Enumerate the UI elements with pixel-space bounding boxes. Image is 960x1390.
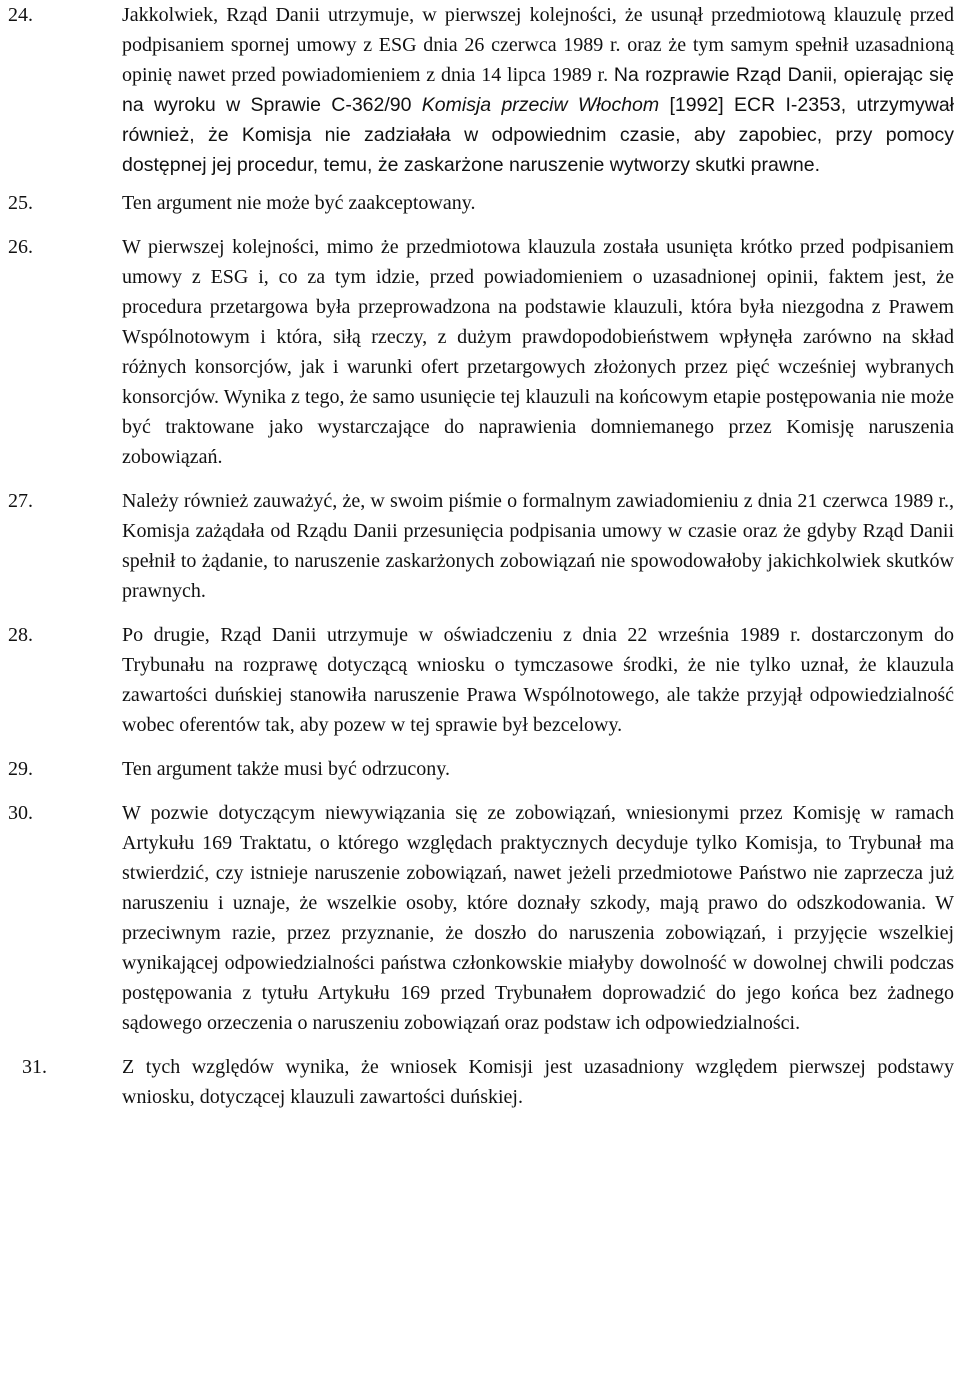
paragraph-31 (6, 1052, 954, 1112)
paragraph-number: 24. (8, 4, 33, 26)
paragraph-text: Po drugie, Rząd Danii utrzymuje w oświadczeniu z dnia 22 września 1989 r. dostarczonym do Trybunału na rozprawę dotyczącą wniosku o tymczasowe środki, że nie tylko uznał, że klauzula zawartości duńskiej stanowiła naruszenie Prawa Wspólnotowego, ale także przyjął odpowiedzialność wobec oferentów tak, aby pozew w tej sprawie był bezcelowy. (122, 624, 954, 736)
paragraph-text: W pozwie dotyczącym niewywiązania się ze zobowiązań, wniesionymi przez Komisję w ramach Artykułu 169 Traktatu, o którego względach praktycznych decyduje tylko Komisja, to Trybunał ma stwierdzić, czy istnieje naruszenie zobowiązań, nawet jeżeli przedmiotowe Państwo nie zaprzecza już naruszeniu i uznaje, że wszelkie osoby, które doznały szkody, mają prawo do odszkodowania. W przeciwnym razie, przez przyznanie, że doszło do naruszenia zobowiązań, i przyjęcie wszelkiej wynikającej odpowiedzialności państwa członkowskie miałyby dowolność w dowolnej chwili podczas postępowania z tytułu Artykułu 169 przed Trybunałem doprowadzić do jego końca bez żadnego sądowego orzeczenia o naruszeniu zobowiązań oraz podstaw ich odpowiedzialności. (122, 802, 954, 1034)
paragraph-text-part: Na rozprawie Rząd Danii, opierając się na wyroku w Sprawie C-362/90 (122, 64, 954, 116)
paragraph-number: 28. (8, 624, 33, 646)
case-name: Komisja przeciw Włochom (421, 94, 660, 116)
paragraph-text (122, 0, 954, 180)
paragraph-number: 29. (8, 758, 33, 780)
paragraph-29 (6, 754, 954, 784)
paragraph-text: Ten argument nie może być zaakceptowany. (122, 192, 476, 214)
paragraph-text: Należy również zauważyć, że, w swoim piśmie o formalnym zawiadomieniu z dnia 21 czerwca 1989 r., Komisja zażądała od Rządu Danii przesunięcia podpisania umowy w czasie oraz że gdyby Rząd Danii spełnił to żądanie, to naruszenie zaskarżonych zobowiązań nie spowodowałoby jakichkolwiek skutków prawnych. (122, 490, 954, 602)
paragraph-28 (6, 620, 954, 740)
paragraph-27 (6, 486, 954, 606)
paragraph-text-part: [1992] ECR I-2353, utrzymywał również, że Komisja nie zadziałała w odpowiednim czasie, aby zapobiec, przy pomocy dostępnej jej procedur, temu, że zaskarżone naruszenie wytworzy skutki prawne. (122, 94, 955, 176)
paragraph-number: 26. (8, 236, 33, 258)
paragraph-number: 30. (8, 802, 33, 824)
paragraph-number: 31. (22, 1056, 47, 1078)
paragraph-30 (6, 798, 954, 1038)
paragraph-24 (6, 0, 954, 180)
paragraph-number: 25. (8, 192, 33, 214)
paragraph-text-part: Jakkolwiek, Rząd Danii utrzymuje, w pierwszej kolejności, że usunął przedmiotową klauzulę przed podpisaniem spornej umowy z ESG dnia 26 czerwca 1989 r. oraz że tym samym spełnił uzasadnioną opinię nawet przed powiadomieniem z dnia 14 lipca 1989 r. (122, 4, 954, 86)
paragraph-25 (6, 188, 954, 218)
paragraph-number: 27. (8, 490, 33, 512)
paragraph-text: W pierwszej kolejności, mimo że przedmiotowa klauzula została usunięta krótko przed podpisaniem umowy z ESG i, co za tym idzie, przed powiadomieniem o uzasadnionej opinii, faktem jest, że procedura przetargowa była przeprowadzona na podstawie klauzuli, która była niezgodna z Prawem Wspólnotowym i która, siłą rzeczy, z dużym prawdopodobieństwem wpłynęła zarówno na skład różnych konsorcjów, jak i warunki ofert przetargowych złożonych przez pięć wcześniej wybranych konsorcjów. Wynika z tego, że samo usunięcie tej klauzuli na końcowym etapie postępowania nie może być traktowane jako wystarczające do naprawienia domniemanego przez Komisję naruszenia zobowiązań. (122, 236, 954, 468)
paragraph-26 (6, 232, 954, 472)
paragraph-text: Z tych względów wynika, że wniosek Komisji jest uzasadniony względem pierwszej podstawy wniosku, dotyczącej klauzuli zawartości duńskiej. (122, 1056, 954, 1108)
paragraph-text: Ten argument także musi być odrzucony. (122, 758, 450, 780)
